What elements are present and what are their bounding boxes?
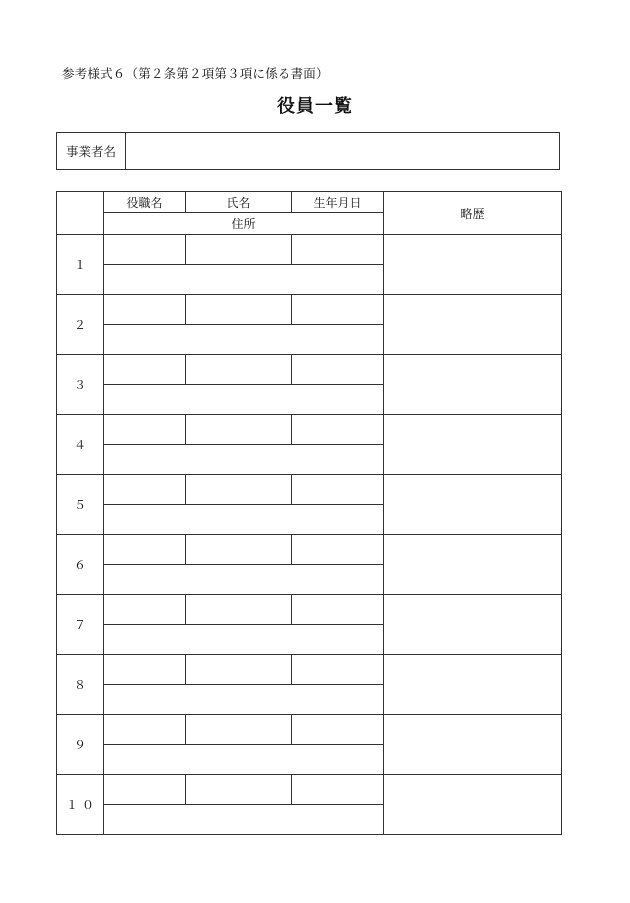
name-cell[interactable] [186,715,292,745]
career-cell[interactable] [384,235,562,295]
row-number: ２ [57,295,104,355]
table-row [57,475,562,505]
career-cell[interactable] [384,295,562,355]
career-cell[interactable] [384,715,562,775]
position-cell[interactable] [104,355,186,385]
row-number: ３ [57,355,104,415]
address-cell[interactable] [104,445,384,475]
address-header: 住所 [104,213,384,235]
career-cell[interactable] [384,655,562,715]
name-cell[interactable] [186,475,292,505]
birthdate-cell[interactable] [292,535,384,565]
position-cell[interactable] [104,775,186,805]
position-cell[interactable] [104,295,186,325]
position-cell[interactable] [104,535,186,565]
address-cell[interactable] [104,745,384,775]
business-name-label: 事業者名 [57,133,126,169]
career-header: 略歴 [384,192,562,235]
address-cell[interactable] [104,685,384,715]
position-cell[interactable] [104,475,186,505]
name-cell[interactable] [186,415,292,445]
birthdate-cell[interactable] [292,775,384,805]
table-row [57,415,562,445]
table-row [57,355,562,385]
name-header: 氏名 [186,192,292,213]
address-cell[interactable] [104,565,384,595]
birthdate-header: 生年月日 [292,192,384,213]
address-cell[interactable] [104,385,384,415]
name-cell[interactable] [186,595,292,625]
birthdate-cell[interactable] [292,715,384,745]
address-cell[interactable] [104,325,384,355]
name-cell[interactable] [186,655,292,685]
table-row [57,595,562,625]
business-name-box [56,132,560,170]
career-cell[interactable] [384,355,562,415]
row-number: ５ [57,475,104,535]
position-cell[interactable] [104,595,186,625]
birthdate-cell[interactable] [292,415,384,445]
career-cell[interactable] [384,535,562,595]
table-row [57,775,562,805]
birthdate-cell[interactable] [292,655,384,685]
address-cell[interactable] [104,265,384,295]
row-number: ９ [57,715,104,775]
table-row [57,295,562,325]
name-cell[interactable] [186,235,292,265]
address-cell[interactable] [104,625,384,655]
row-number: ６ [57,535,104,595]
name-cell[interactable] [186,295,292,325]
header-row [57,192,562,213]
address-cell[interactable] [104,505,384,535]
table-row [57,235,562,265]
row-number: １０ [57,775,104,835]
career-cell[interactable] [384,595,562,655]
table-row [57,655,562,685]
number-header-cell [57,192,104,235]
business-name-field[interactable] [127,133,559,169]
birthdate-cell[interactable] [292,235,384,265]
address-cell[interactable] [104,805,384,835]
birthdate-cell[interactable] [292,295,384,325]
position-cell[interactable] [104,235,186,265]
birthdate-cell[interactable] [292,475,384,505]
position-cell[interactable] [104,415,186,445]
name-cell[interactable] [186,775,292,805]
row-number: ７ [57,595,104,655]
officer-table [56,191,562,835]
form-reference: 参考様式６（第２条第２項第３項に係る書面） [62,66,329,81]
page-title: 役員一覧 [277,96,353,117]
career-cell[interactable] [384,475,562,535]
row-number: ８ [57,655,104,715]
birthdate-cell[interactable] [292,355,384,385]
birthdate-cell[interactable] [292,595,384,625]
position-cell[interactable] [104,655,186,685]
row-number: ４ [57,415,104,475]
position-header: 役職名 [104,192,186,213]
position-cell[interactable] [104,715,186,745]
table-row [57,535,562,565]
table-row [57,715,562,745]
row-number: １ [57,235,104,295]
name-cell[interactable] [186,355,292,385]
career-cell[interactable] [384,415,562,475]
name-cell[interactable] [186,535,292,565]
career-cell[interactable] [384,775,562,835]
